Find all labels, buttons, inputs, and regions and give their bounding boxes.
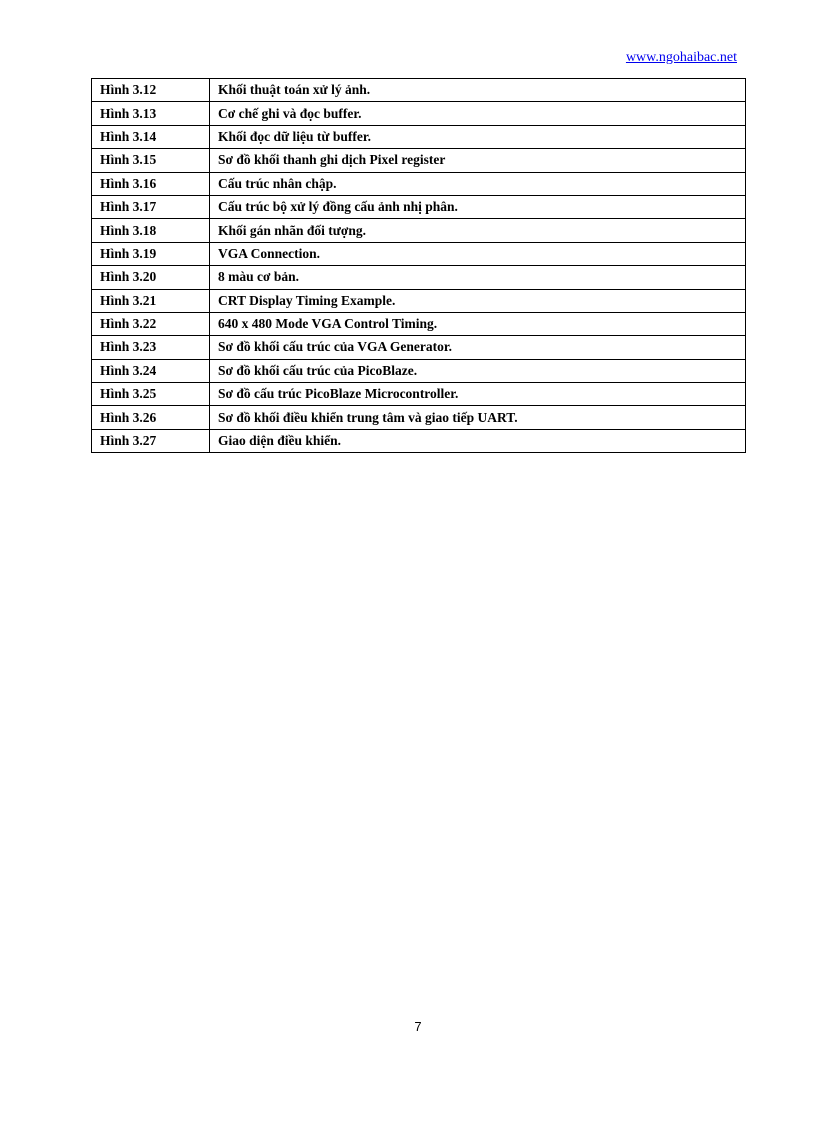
table-row xyxy=(92,429,746,452)
table-row xyxy=(92,359,746,382)
figure-title: 640 x 480 Mode VGA Control Timing. xyxy=(210,312,746,335)
figure-title: Cấu trúc bộ xử lý đồng cấu ảnh nhị phân. xyxy=(210,195,746,218)
figure-number: Hình 3.18 xyxy=(92,219,210,242)
figure-number: Hình 3.22 xyxy=(92,312,210,335)
figure-number: Hình 3.14 xyxy=(92,125,210,148)
figure-title: Giao diện điều khiển. xyxy=(210,429,746,452)
table-row xyxy=(92,266,746,289)
figure-title: Cấu trúc nhân chập. xyxy=(210,172,746,195)
figure-title: Sơ đồ khối cấu trúc của VGA Generator. xyxy=(210,336,746,359)
figure-title: CRT Display Timing Example. xyxy=(210,289,746,312)
figure-title: Sơ đồ khối thanh ghi dịch Pixel register xyxy=(210,149,746,172)
table-row xyxy=(92,289,746,312)
table-row xyxy=(92,149,746,172)
figure-title: Khối gán nhãn đối tượng. xyxy=(210,219,746,242)
figure-title: Sơ đồ cấu trúc PicoBlaze Microcontroller. xyxy=(210,383,746,406)
table-row xyxy=(92,219,746,242)
table-row xyxy=(92,242,746,265)
figure-title: Khối thuật toán xử lý ảnh. xyxy=(210,79,746,102)
figure-title: VGA Connection. xyxy=(210,242,746,265)
table-row xyxy=(92,79,746,102)
table-row xyxy=(92,383,746,406)
figure-number: Hình 3.13 xyxy=(92,102,210,125)
figure-number: Hình 3.25 xyxy=(92,383,210,406)
table-row xyxy=(92,406,746,429)
table-row xyxy=(92,125,746,148)
figure-number: Hình 3.23 xyxy=(92,336,210,359)
figure-number: Hình 3.24 xyxy=(92,359,210,382)
page-number: 7 xyxy=(414,1019,422,1034)
table-row xyxy=(92,195,746,218)
figure-number: Hình 3.12 xyxy=(92,79,210,102)
figure-list-body xyxy=(92,79,746,453)
figure-number: Hình 3.21 xyxy=(92,289,210,312)
site-url-link[interactable]: www.ngohaibac.net xyxy=(625,50,737,65)
figure-number: Hình 3.15 xyxy=(92,149,210,172)
table-row xyxy=(92,102,746,125)
figure-number: Hình 3.16 xyxy=(92,172,210,195)
figure-number: Hình 3.20 xyxy=(92,266,210,289)
figure-title: 8 màu cơ bản. xyxy=(210,266,746,289)
table-row xyxy=(92,312,746,335)
table-row xyxy=(92,172,746,195)
figure-title: Cơ chế ghi và đọc buffer. xyxy=(210,102,746,125)
figure-number: Hình 3.26 xyxy=(92,406,210,429)
figure-title: Sơ đồ khối điều khiển trung tâm và giao tiếp UART. xyxy=(210,406,746,429)
figure-number: Hình 3.19 xyxy=(92,242,210,265)
figure-number: Hình 3.17 xyxy=(92,195,210,218)
table-row xyxy=(92,336,746,359)
figure-title: Sơ đồ khối cấu trúc của PicoBlaze. xyxy=(210,359,746,382)
figure-title: Khối đọc dữ liệu từ buffer. xyxy=(210,125,746,148)
figure-list-table xyxy=(91,78,746,453)
figure-number: Hình 3.27 xyxy=(92,429,210,452)
